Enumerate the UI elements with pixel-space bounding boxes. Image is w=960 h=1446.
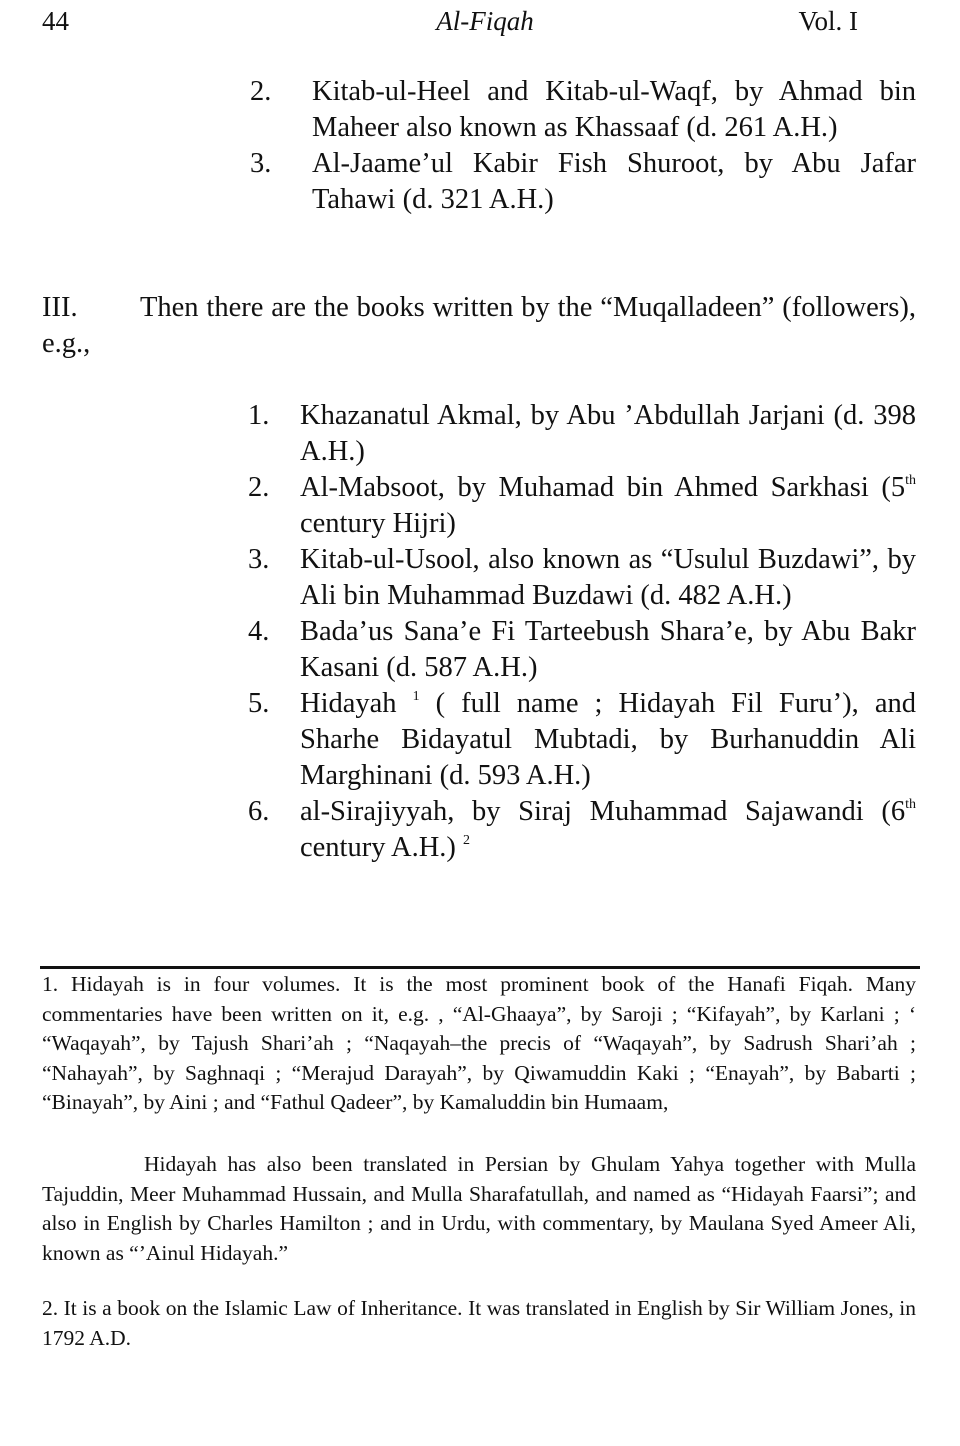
- list-item-number: 5.: [248, 688, 270, 719]
- list-item-text: Khazanatul Akmal, by Abu ’Abdullah Jarjani (d. 398 A.H.): [300, 400, 916, 467]
- running-header: [42, 4, 918, 38]
- list-item-text-cont: century A.H.): [300, 832, 464, 863]
- list-item-number: 3.: [250, 148, 272, 179]
- list-item: [250, 146, 916, 218]
- volume-label: Vol. I: [798, 6, 858, 36]
- list-item-number: 1.: [248, 400, 270, 431]
- list-item-text: Bada’us Sana’e Fi Tarteebush Shara’e, by Abu Bakr Kasani (d. 587 A.H.): [300, 616, 916, 683]
- footnote-2: 2. It is a book on the Islamic Law of Inheritance. It was translated in English by Sir William Jones, in 1792 A.D.: [42, 1296, 916, 1350]
- list-item-text-cont: century Hijri): [300, 508, 456, 539]
- list-item-number: 4.: [248, 616, 270, 647]
- list-item-text: al-Sirajiyyah, by Siraj Muhammad Sajawandi (6: [300, 796, 906, 827]
- list-item-text-cont: ( full name ; Hidayah Fil Furu’), and Sharhe Bidayatul Mubtadi, by Burhanuddin Ali Marghinani (d. 593 A.H.): [300, 688, 916, 791]
- footnote-divider: [40, 966, 920, 969]
- list-item: [250, 74, 916, 146]
- list-item-number: 2.: [250, 76, 272, 107]
- footnote-1: 1. Hidayah is in four volumes. It is the most prominent book of the Hanafi Fiqah. Many commentaries have been written on it, e.g. , “Al-Ghaaya”, by Saroji ; “Kifayah”, by Karlani ; ‘ “Waqayah”, by Tajush Shari’ah ; “Naqayah–the precis of “Waqayah”, by Sadrush Shari’ah ; “Nahayah”, by Saghnaqi ; “Merajud Darayah”, by Qiwamuddin Kaki ; “Enayah”, by Babarti ; “Binayah”, by Aini ; and “Fathul Qadeer”, by Kamaluddin bin Humaam,: [42, 972, 916, 1115]
- footnote-1-continuation: Hidayah has also been translated in Persian by Ghulam Yahya together with Mulla Tajuddin, Meer Muhammad Hussain, and Mulla Sharafatullah, and named as “Hidayah Faarsi”; and also in English by Charles Hamilton ; and in Urdu, with commentary, by Maulana Syed Ameer Ali, known as “’Ainul Hidayah.”: [42, 1152, 916, 1265]
- list-item-number: 3.: [248, 544, 270, 575]
- list-item-number: 2.: [248, 472, 270, 503]
- footnote-marker[interactable]: 2: [463, 833, 471, 848]
- section-text: Then there are the books written by the “Muqalladeen” (followers), e.g.,: [42, 292, 916, 359]
- superscript: th: [905, 797, 916, 812]
- list-item: [248, 794, 916, 866]
- book-title: Al-Fiqah: [436, 6, 534, 36]
- muqalladeen-book-list: [248, 398, 916, 866]
- section-paragraph: [42, 290, 916, 362]
- list-item: [248, 470, 916, 542]
- footnote-marker[interactable]: 1: [412, 689, 420, 704]
- list-item-text: Al-Jaame’ul Kabir Fish Shuroot, by Abu Jafar Tahawi (d. 321 A.H.): [312, 148, 916, 215]
- list-item-text: Hidayah: [300, 688, 413, 719]
- list-item-text: Kitab-ul-Heel and Kitab-ul-Waqf, by Ahmad bin Maheer also known as Khassaaf (d. 261 A.H.): [312, 76, 916, 143]
- list-item-text: Al-Mabsoot, by Muhamad bin Ahmed Sarkhasi (5: [300, 472, 906, 503]
- list-item: [248, 398, 916, 470]
- list-item-number: 6.: [248, 796, 270, 827]
- list-item: [248, 614, 916, 686]
- list-item: [248, 686, 916, 794]
- list-item: [248, 542, 916, 614]
- page-number: 44: [42, 6, 69, 36]
- superscript: th: [905, 473, 916, 488]
- section-numeral: III.: [42, 292, 78, 323]
- list-item-text: Kitab-ul-Usool, also known as “Usulul Buzdawi”, by Ali bin Muhammad Buzdawi (d. 482 A.H.): [300, 544, 916, 611]
- book-list-continued: [250, 74, 916, 218]
